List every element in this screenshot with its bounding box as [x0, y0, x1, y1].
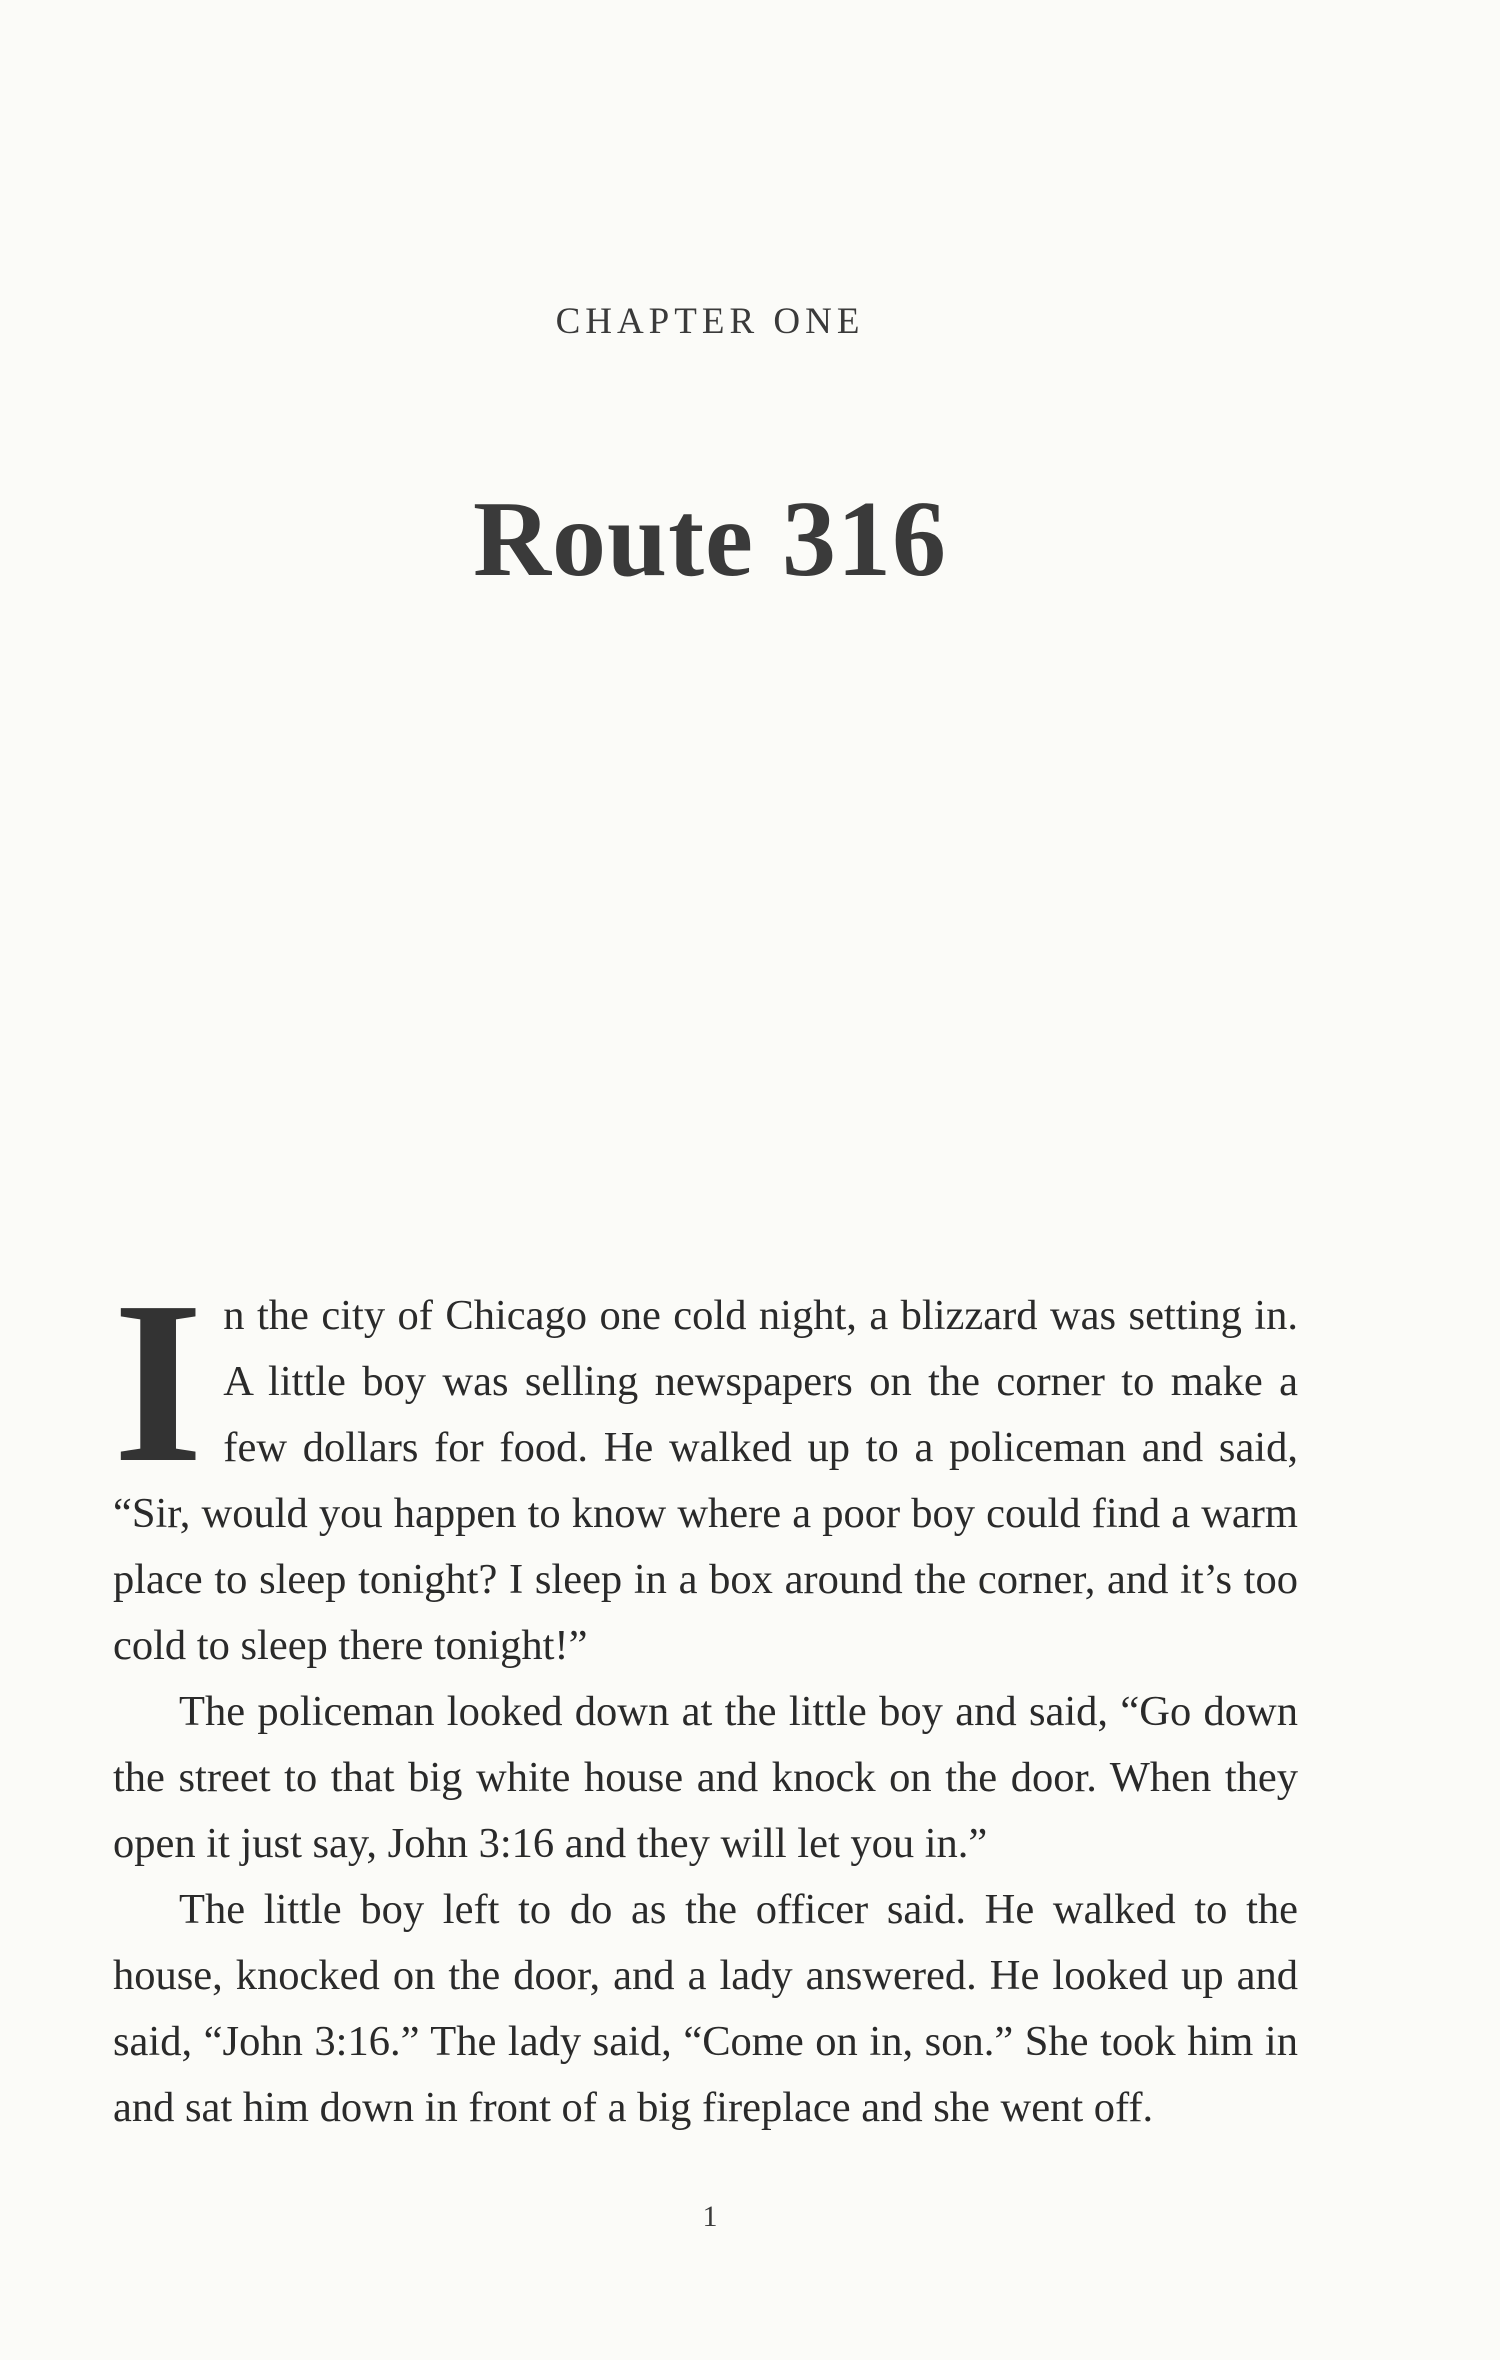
paragraph-3: The little boy left to do as the officer said. He walked to the house, knocked on the door, and a lady answered. He looked up and said, “John 3:16.” The lady said, “Come on in, son.” She took him in and sat him down in front of a big fireplace and she went off.	[113, 1886, 1298, 2131]
chapter-body	[113, 1254, 1298, 2141]
chapter-label: CHAPTER ONE	[555, 301, 865, 342]
paragraph-2: The policeman looked down at the little boy and said, “Go down the street to that big white house and knock on the door. When they open it just say, John 3:16 and they will let you in.”	[113, 1688, 1298, 1867]
paragraph-1	[113, 1254, 1298, 1679]
paragraph-1-text: n the city of Chicago one cold night, a blizzard was setting in. A little boy was selling newspapers on the corner to make a few dollars for food. He walked up to a policeman and said, “Sir, would you happen to know where a poor boy could find a warm place to sleep tonight? I sleep in a box around the corner, and it’s too cold to sleep there tonight!”	[113, 1292, 1298, 1669]
drop-cap: I	[113, 1254, 204, 1511]
page-number: 1	[702, 2200, 718, 2233]
chapter-title: Route 316	[473, 480, 947, 599]
